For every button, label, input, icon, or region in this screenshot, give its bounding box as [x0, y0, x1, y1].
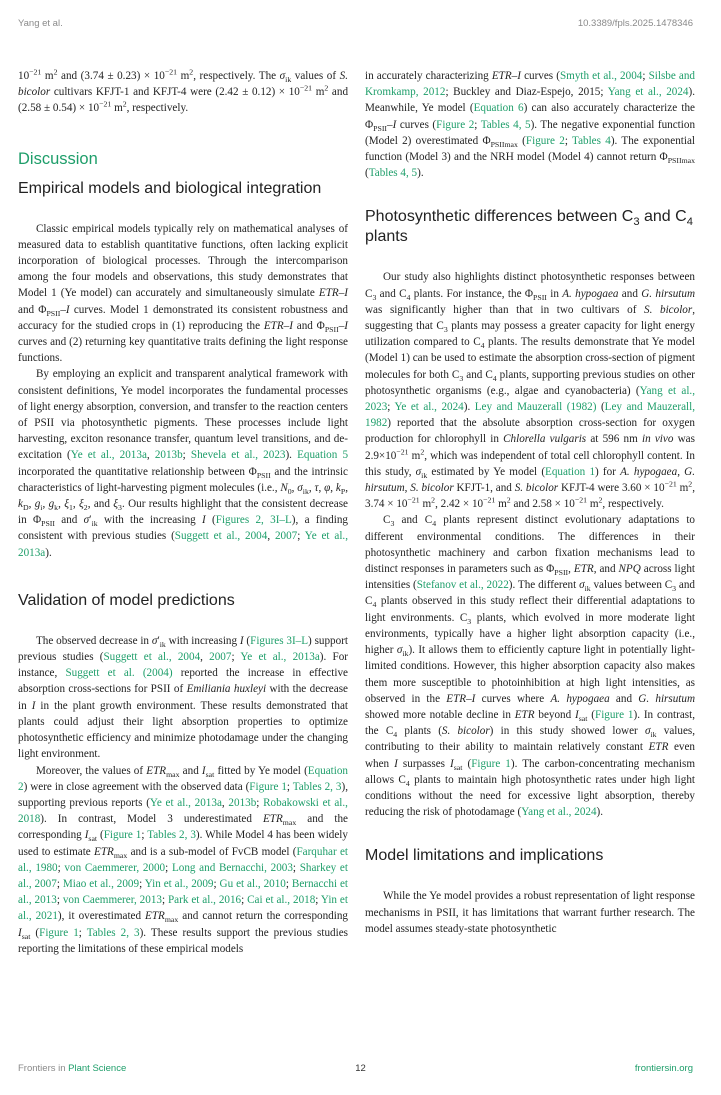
citation-link[interactable]: Farquhar et al., 1980 [18, 845, 348, 874]
equation-link[interactable]: Equation 5 [297, 449, 349, 462]
citation-link[interactable]: Suggett et al. (2004) [65, 667, 173, 680]
citation-link[interactable]: Miao et al., 2009 [62, 877, 140, 890]
citation-link[interactable]: Robakowski et al., 2018 [18, 796, 348, 826]
page-number: 12 [355, 1063, 366, 1074]
paragraph: Moreover, the values of $ETR_{max}$ and $I_{sat}$ fitted by Ye model (Equation 2) were in close agreement with the observed data (Figure 1; Tables 2, 3), supporting previous reports (Ye et al., 2013a, 2013b; Robakowski et al., 2018). In contrast, Model 3 underestimated $ETR_{max}$ and the corresponding $I_{sat}$ (Figure 1; Tables 2, 3). While Model 4 has been widely used to estimate $ETR_{max}$ and is a sub-model of FvCB model (Farquhar et al., 1980; von Caemmerer, 2000; Long and Bernacchi, 2003; Sharkey et al., 2007; Miao et al., 2009; Yin et al., 2009; Gu et al., 2010; Bernacchi et al., 2013; von Caemmerer, 2013; Park et al., 2016; Cai et al., 2018; Yin et al., 2021), it overestimated $ETR_{max}$ and cannot return the corresponding $I_{sat}$ (Figure 1; Tables 2, 3). These results support the previous studies reporting the limitations of these empirical models [18, 764, 349, 955]
table-link[interactable]: Tables 2, 3 [86, 926, 140, 939]
citation-link[interactable]: Cai et al., 2018 [247, 894, 316, 907]
figure-link[interactable]: Figure 1 [471, 757, 511, 770]
section-heading-discussion: Discussion [18, 149, 98, 168]
subsection-heading-validation: Validation of model predictions [18, 591, 235, 609]
citation-link[interactable]: Gu et al., 2010 [219, 877, 286, 890]
paragraph: $10^{-21}$ $m^2$ and $(3.74 \pm 0.23) \times 10^{-21}$ $m^2$, respectively. The $\sigma_{ik}$ values of S. bicolor cultivars KFJT-1 and KFJT-4 were $(2.42 \pm 0.12) \times 10^{-21}$ $m^2$ and $(2.58 \pm 0.54) \times 10^{-21}$ $m^2$, respectively. [18, 67, 349, 115]
citation-link[interactable]: Ley and Mauzerall (1982) [474, 401, 597, 414]
citation-link[interactable]: Stefanov et al., 2022 [416, 579, 509, 592]
paragraph: $C_3$ and $C_4$ plants represent distinct evolutionary adaptations to different environmental conditions. The differences in their photosynthetic machinery and carbon fixation mechanisms lead to distinct responses in parameters such as $\Phi_{PSII}$, ETR, and NPQ across light intensities (Stefanov et al., 2022). The different $\sigma_{ik}$ values between $C_3$ and $C_4$ plants observed in this study reflect their differential adaptations to light environments. $C_3$ plants, which evolved in more moderate light environments, typically have a higher light absorption capacity (i.e., higher $\sigma_{ik}$). It allows them to efficiently capture light in potentially light-limited conditions. However, this higher absorption capacity also makes them more susceptible to photoinhibition at high light intensities, as observed in the ETR–I curves where A. hypogaea and G. hirsutum showed more notable decline in ETR beyond $I_{sat}$ (Figure 1). In contrast, the $C_4$ plants (S. bicolor) in this study showed lower $\sigma_{ik}$ values, contributing to their ability to maintain relatively constant ETR even when I surpasses $I_{sat}$ (Figure 1). The carbon-concentrating mechanism allows $C_4$ plants to maintain high photosynthetic rates under high light conditions without the need for excessive light absorption, thereby reducing the risk of photodamage (Yang et al., 2024). [365, 514, 696, 819]
table-link[interactable]: Tables 4, 5 [480, 118, 531, 131]
citation-link[interactable]: Silsbe and Kromkamp, 2012 [365, 70, 695, 99]
paragraph: Classic empirical models typically rely on mathematical analyses of measured data to establish quantitative functions, often lacking explicit incorporation of biological processes. Through the intercomparison among the four models and observations, this study demonstrates that Model 1 (Ye model) can accurately and simultaneously simulate ETR–I and $\Phi_{PSII}-I$ curves. Model 1 demonstrated its consistent robustness and accuracy for the studied crops in (1) reproducing the ETR–I and $\Phi_{PSII}-I$ curves and (2) returning key quantitative traits defining the light response functions. [18, 222, 348, 365]
paragraph: By employing an explicit and transparent analytical framework with consistent definitions, Ye model incorporates the fundamental processes of light energy absorption, conversion, and transfer to the reaction centers of PSII via photosynthetic pigments. These processes include light harvesting, exciton resonance transfer, quantum level transitions, and de-excitation (Ye et al., 2013a, 2013b; Shevela et al., 2023). Equation 5 incorporated the quantitative relationship between $\Phi_{PSII}$ and the intrinsic characteristics of light-harvesting pigment molecules (i.e., $N_0$, $\sigma_{ik}$, τ, φ, $k_P$, $k_D$, $g_i$, $g_k$, $\xi_1$, $\xi_2$, and $\xi_3$. Our results highlight that the consistent decrease in $\Phi_{PSII}$ and $\sigma'_{ik}$ with the increasing I (Figures 2, 3I–L), a finding consistent with previous studies (Suggett et al., 2004, 2007; Ye et al., 2013a). [18, 368, 349, 559]
footer-site-link[interactable]: frontiersin.org [634, 1063, 693, 1074]
paragraph: Our study also highlights distinct photosynthetic responses between $C_3$ and $C_4$ plants. For instance, the $\Phi_{PSII}$ in A. hypogaea and G. hirsutum was significantly higher than that in two cultivars of S. bicolor, suggesting that $C_3$ plants may possess a greater capacity for light energy utilization compared to $C_4$ plants. The results demonstrate that Ye model (Model 1) can be used to estimate the absorption cross-section of pigment molecules for both $C_3$ and $C_4$ plants, supporting previous studies on other photosynthetic organisms (e.g., algae and cyanobacteria) (Yang et al., 2023; Ye et al., 2024). Ley and Mauzerall (1982) (Ley and Mauzerall, 1982) reported that the absolute absorption cross-section for oxygen production for chlorophyll in Chlorella vulgaris at 596 nm in vivo was $2.9\times 10^{-21}$ $m^2$, which was independent of total cell chlorophyll content. In this study, $\sigma_{ik}$ estimated by Ye model (Equation 1) for A. hypogaea, G. hirsutum, S. bicolor KFJT-1, and S. bicolor KFJT-4 were $3.60 \times 10^{-21}$ $m^2$, $3.74 \times 10^{-21}$ $m^2$, $2.42 \times 10^{-21}$ $m^2$ and $2.58 \times 10^{-21}$ $m^2$, respectively. [365, 271, 696, 511]
figure-link[interactable]: Figure 2 [436, 118, 475, 131]
citation-link[interactable]: von Caemmerer, 2000 [64, 861, 166, 874]
subsection-heading-photosynthetic-differences: Photosynthetic differences between $C_3$ and $C_4$ plants [365, 208, 693, 246]
footer-journal-name: Plant Science [68, 1063, 127, 1074]
citation-link[interactable]: Ley and Mauzerall, 1982 [365, 401, 695, 430]
running-header-doi[interactable]: 10.3389/fpls.2025.1478346 [577, 18, 693, 29]
paragraph: While the Ye model provides a robust representation of light response mechanisms in PSII, it has limitations that warrant further research. The model assumes steady-state photosynthetic [365, 890, 695, 935]
citation-link[interactable]: Yang et al., 2024 [521, 806, 597, 819]
citation-link[interactable]: Ye et al., 2013a [70, 449, 147, 462]
paragraph: in accurately characterizing ETR–I curves (Smyth et al., 2004; Silsbe and Kromkamp, 2012; Buckley and Diaz-Espejo, 2015; Yang et al., 2024). Meanwhile, Ye model (Equation 6) can also accurately characterize the $\Phi_{PSII}-I$ curves (Figure 2; Tables 4, 5). The negative exponential function (Model 2) overestimated $\Phi_{PSIImax}$ (Figure 2; Tables 4). The exponential function (Model 3) and the NRH model (Model 4) cannot return $\Phi_{PSIImax}$ (Tables 4, 5). [365, 70, 696, 180]
citation-link[interactable]: Sharkey et al., 2007 [18, 861, 348, 890]
figure-link[interactable]: Figure 2 [525, 134, 565, 147]
citation-link[interactable]: Ye et al., 2013a [18, 530, 348, 559]
citation-link[interactable]: von Caemmerer, 2013 [62, 894, 162, 907]
right-column [365, 68, 695, 937]
table-link[interactable]: Tables 2, 3 [292, 780, 342, 793]
figure-link[interactable]: Figures 3I–L [250, 634, 309, 647]
figure-link[interactable]: Figure 1 [249, 780, 287, 793]
subsection-heading-limitations: Model limitations and implications [365, 847, 604, 865]
equation-link[interactable]: Equation 1 [545, 465, 596, 478]
citation-link[interactable]: Yang et al., 2024 [607, 86, 689, 99]
figure-link[interactable]: Figure 1 [595, 708, 634, 721]
citation-link[interactable]: 2007 [209, 651, 232, 664]
citation-link[interactable]: 2007 [274, 530, 298, 543]
citation-link[interactable]: Yin et al., 2009 [144, 877, 214, 890]
table-link[interactable]: Tables 2, 3 [147, 829, 196, 842]
subsection-heading-empirical: Empirical models and biological integration [18, 179, 322, 197]
citation-link[interactable]: Ye et al., 2024 [394, 401, 464, 414]
table-link[interactable]: Tables 4, 5 [368, 167, 418, 180]
citation-link[interactable]: Yang et al., 2023 [365, 384, 695, 414]
equation-link[interactable]: Equation 2 [18, 764, 349, 793]
paragraph: The observed decrease in $\sigma'_{ik}$ with increasing I (Figures 3I–L) support previous studies (Suggett et al., 2004, 2007; Ye et al., 2013a). For instance, Suggett et al. (2004) reported the increase in effective absorption cross-sections for PSII of Emiliania huxleyi with the decrease in I in the plant growth environment. These results demonstrated that plants could adjust their light absorption properties to optimize photosynthetic efficiency and minimize photodamage under the changing light environment. [18, 634, 348, 761]
citation-link[interactable]: Ye et al., 2013a [149, 796, 222, 809]
citation-link[interactable]: Suggett et al., 2004 [103, 651, 201, 664]
citation-link[interactable]: Smyth et al., 2004 [559, 70, 643, 82]
citation-link[interactable]: Shevela et al., 2023 [190, 449, 286, 462]
left-column [18, 68, 348, 957]
figure-link[interactable]: Figures 2, 3I–L [215, 514, 292, 527]
citation-link[interactable]: Suggett et al., 2004 [174, 530, 268, 543]
citation-link[interactable]: Yin et al., 2021 [18, 894, 348, 923]
figure-link[interactable]: Figure 1 [103, 829, 142, 842]
citation-link[interactable]: 2013b [228, 796, 257, 809]
equation-link[interactable]: Equation 6 [473, 102, 524, 115]
citation-link[interactable]: Bernacchi et al., 2013 [18, 877, 349, 907]
figure-link[interactable]: Figure 1 [39, 926, 79, 939]
citation-link[interactable]: Park et al., 2016 [167, 894, 242, 907]
footer-journal-prefix: Frontiers in [18, 1063, 69, 1074]
citation-link[interactable]: Long and Bernacchi, 2003 [171, 861, 293, 874]
citation-link[interactable]: 2013b [154, 449, 183, 462]
table-link[interactable]: Tables 4 [572, 134, 611, 147]
citation-link[interactable]: Ye et al., 2013a [240, 651, 320, 664]
running-header-authors: Yang et al. [18, 18, 63, 29]
